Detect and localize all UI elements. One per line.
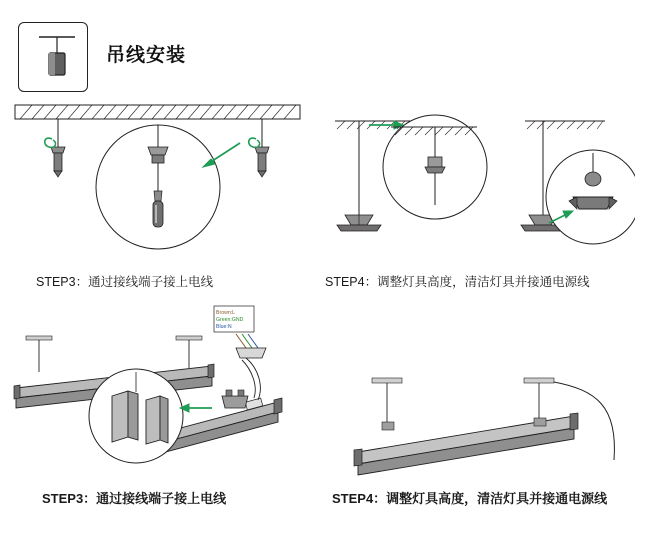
header-icon-box (18, 22, 88, 92)
wire-label-brown: Brown:L (216, 310, 236, 316)
caption-step4-top: STEP4：调整灯具高度，清洁灯具并接通电源线 (325, 275, 590, 289)
pendant-lamp-icon (19, 23, 87, 91)
linear-fixture-installed-diagram (328, 360, 640, 485)
page-title: 吊线安装 (106, 45, 187, 66)
ceiling-suspension-wiring-diagram (10, 95, 310, 260)
ceiling-suspension-height-adjust-diagram (325, 105, 635, 260)
caption-step3-bottom: STEP3：通过接线端子接上电线 (42, 491, 227, 506)
wire-label-blue: Blue:N (216, 324, 232, 330)
linear-fixture-wiring-diagram (8, 300, 318, 480)
caption-step3-top: STEP3：通过接线端子接上电线 (36, 275, 214, 289)
wire-label-green: Green:GND (216, 317, 244, 323)
header (18, 22, 318, 92)
caption-step4-bottom: STEP4：调整灯具高度，清洁灯具并接通电源线 (332, 491, 608, 506)
